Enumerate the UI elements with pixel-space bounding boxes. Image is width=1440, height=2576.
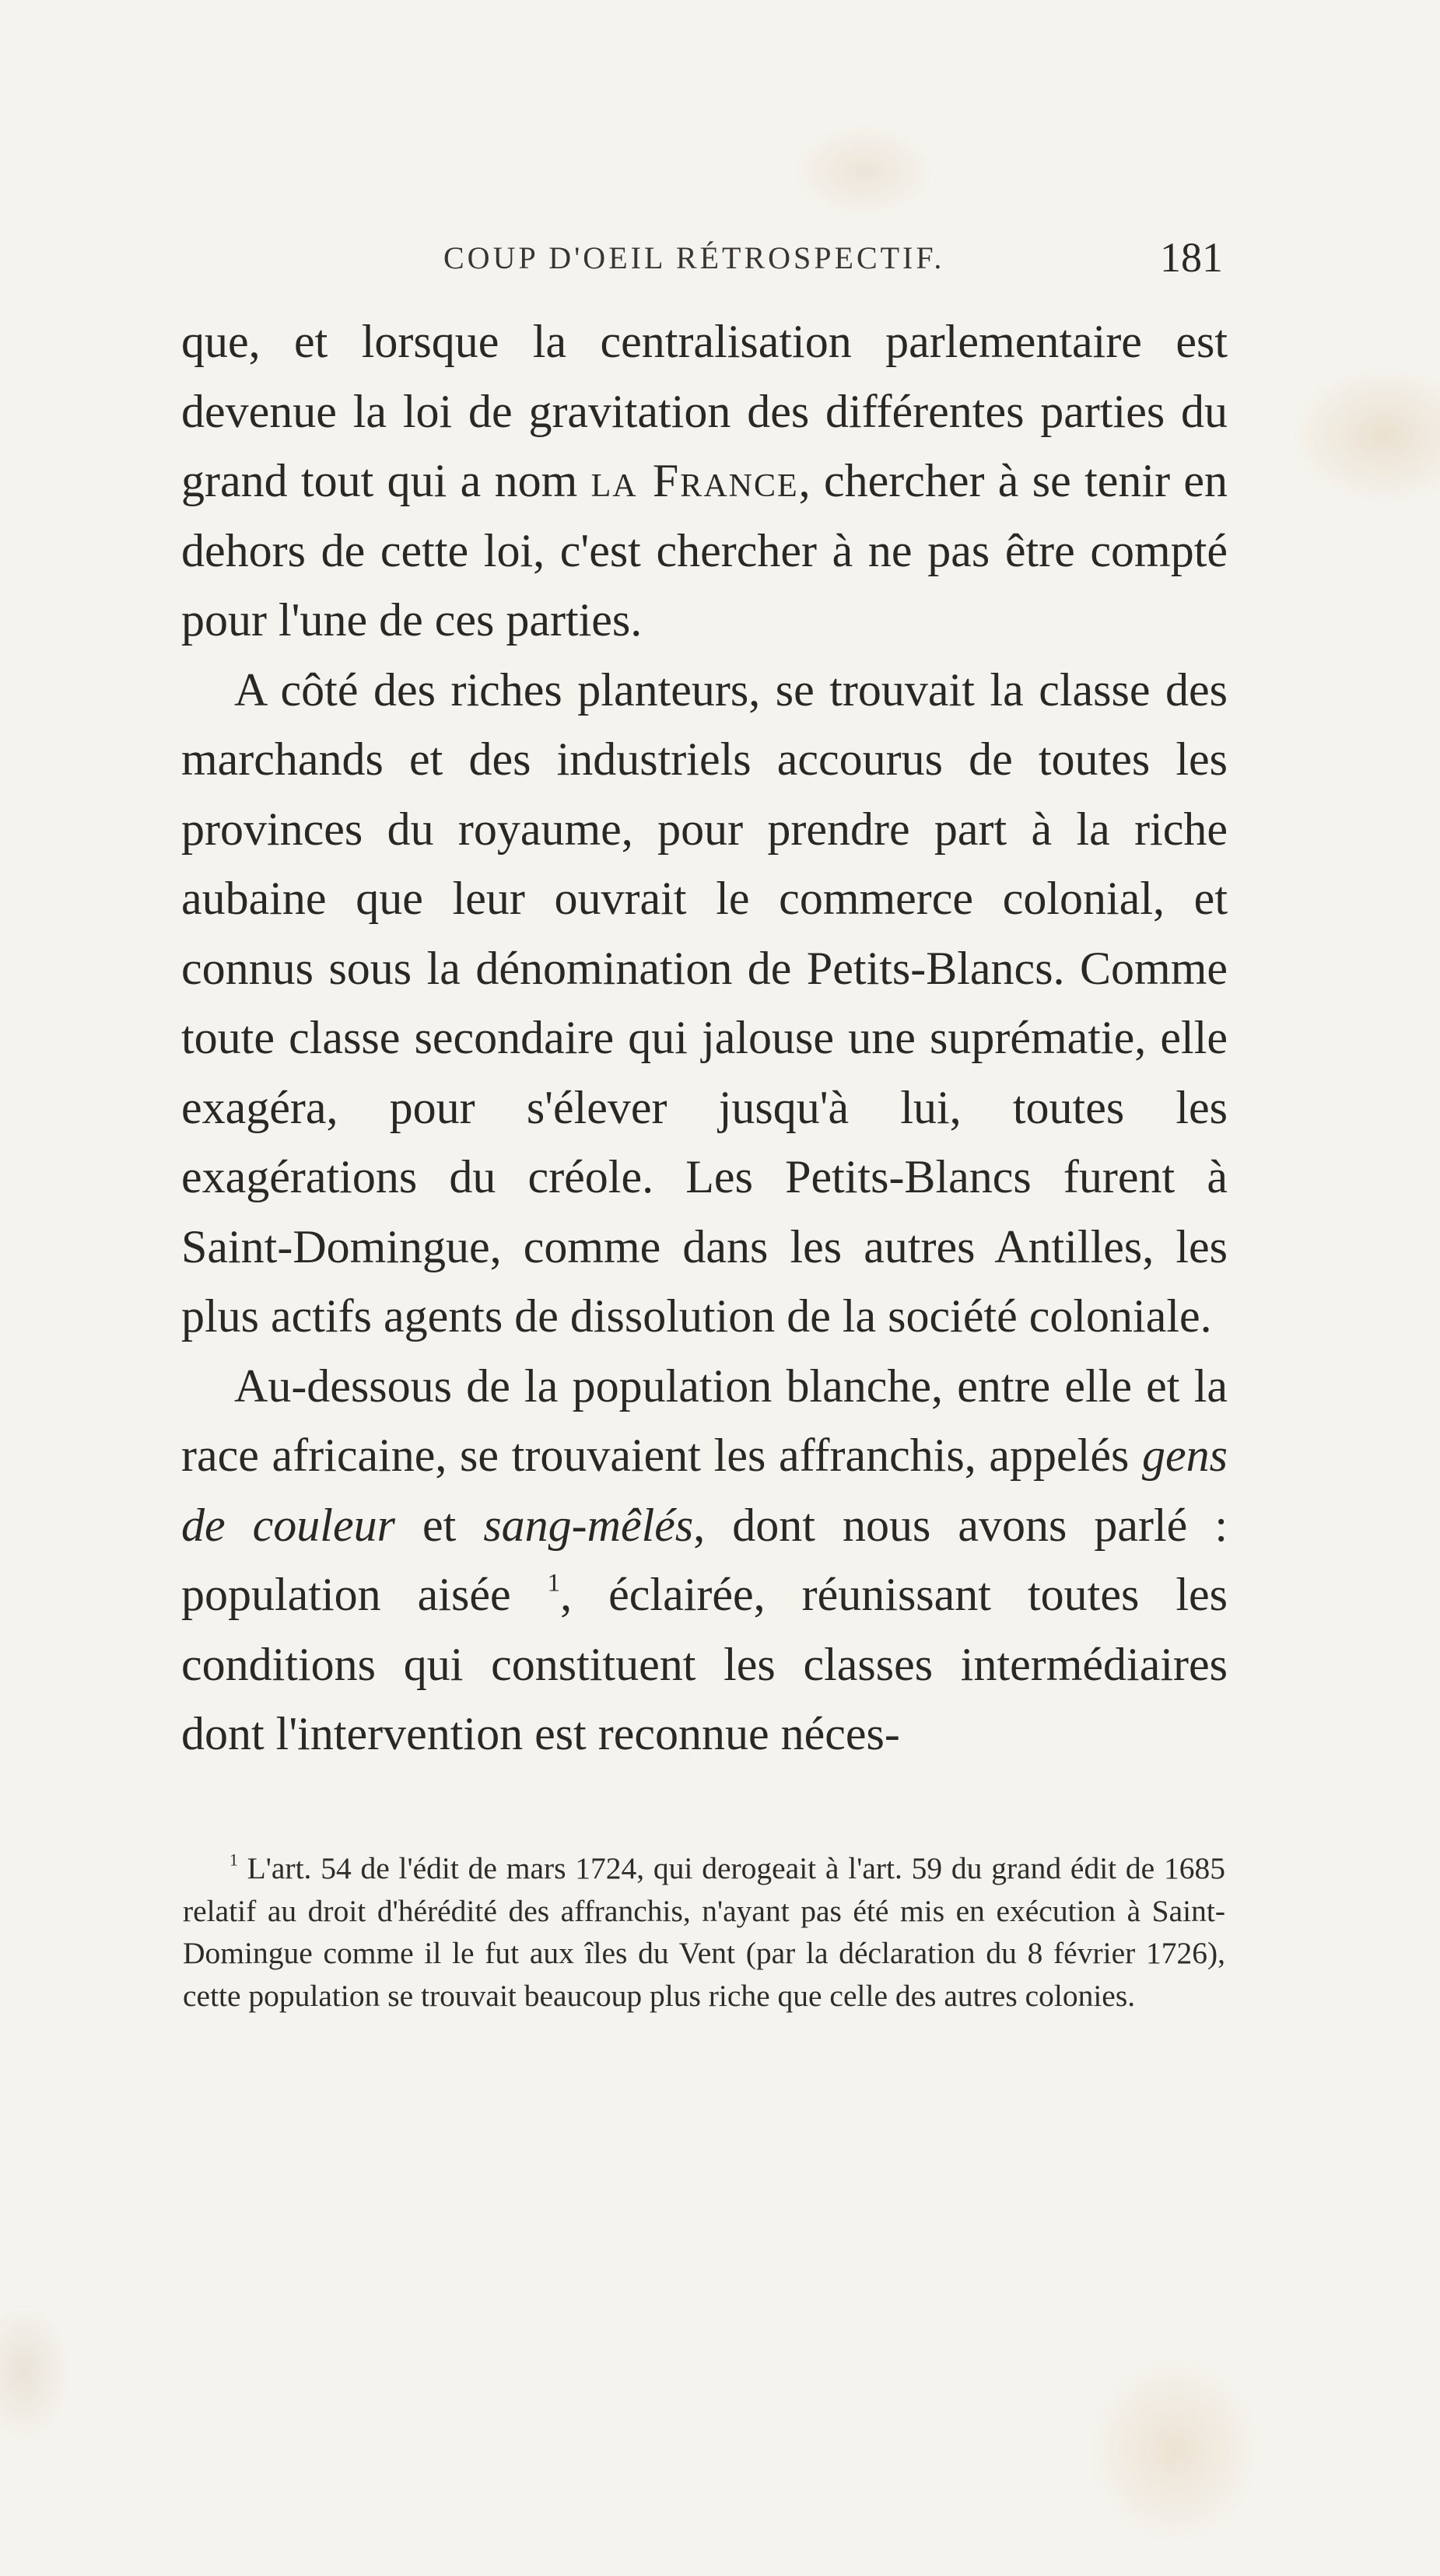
paragraph-3-text-b: et	[394, 1499, 484, 1551]
body-text	[181, 307, 1228, 1769]
page-number: 181	[1160, 234, 1223, 281]
running-head: COUP D'OEIL RÉTROSPECTIF.	[443, 240, 945, 275]
footnote-1-text: L'art. 54 de l'édit de mars 1724, qui derogeait à l'art. 59 du grand édit de 1685 relatif au droit d'hérédité des affranchis, n'ayant pas été mis en exécution à Saint-Domingue comme il le fut aux îles du Vent (par la déclaration du 8 février 1726), cette population se trouvait beaucoup plus riche que celle des autres colonies.	[183, 1851, 1225, 2013]
paragraph-3-text-a: Au-dessous de la population blanche, entre elle et la race africaine, se trouvaient les affranchis, appelés	[181, 1360, 1228, 1481]
page-header	[187, 233, 1223, 296]
paragraph-1	[181, 307, 1228, 656]
paragraph-1-text-b: , chercher à se tenir en dehors de cette loi, c'est chercher à ne pas être compté pour l'une de ces parties.	[181, 455, 1228, 646]
paragraph-2: A côté des riches planteurs, se trouvait la classe des marchands et des industriels accourus de toutes les provinces du royaume, pour prendre part à la riche aubaine que leur ouvrait le commerce colonial, et connus sous la dénomination de Petits-Blancs. Comme toute classe secondaire qui jalouse une suprématie, elle exagéra, pour s'élever jusqu'à lui, toutes les exagérations du créole. Les Petits-Blancs furent à Saint-Domingue, comme dans les autres Antilles, les plus actifs agents de dissolution de la société coloniale.	[181, 663, 1228, 1342]
small-caps-la-france: la France	[590, 455, 799, 506]
italic-sang-meles: sang-mêlés	[483, 1499, 694, 1551]
footnote-marker: 1	[229, 1850, 238, 1870]
footnote-1	[183, 1847, 1225, 2017]
paragraph-3-text-c: , dont nous avons parlé : population aisée	[181, 1499, 1228, 1620]
footnotes	[183, 1847, 1225, 2017]
footnote-reference: 1	[547, 1569, 561, 1598]
paragraph-3	[181, 1352, 1228, 1769]
paragraph-3-text-d: , éclairée, réunissant toutes les conditions qui constituent les classes intermédiaires dont l'intervention est reconnue néces-	[181, 1569, 1228, 1759]
italic-gens-de-couleur: gens de couleur	[181, 1430, 1228, 1551]
paragraph-1-text-a: que, et lorsque la centralisation parlementaire est devenue la loi de gravitation des différentes parties du grand tout qui a nom	[181, 316, 1228, 506]
